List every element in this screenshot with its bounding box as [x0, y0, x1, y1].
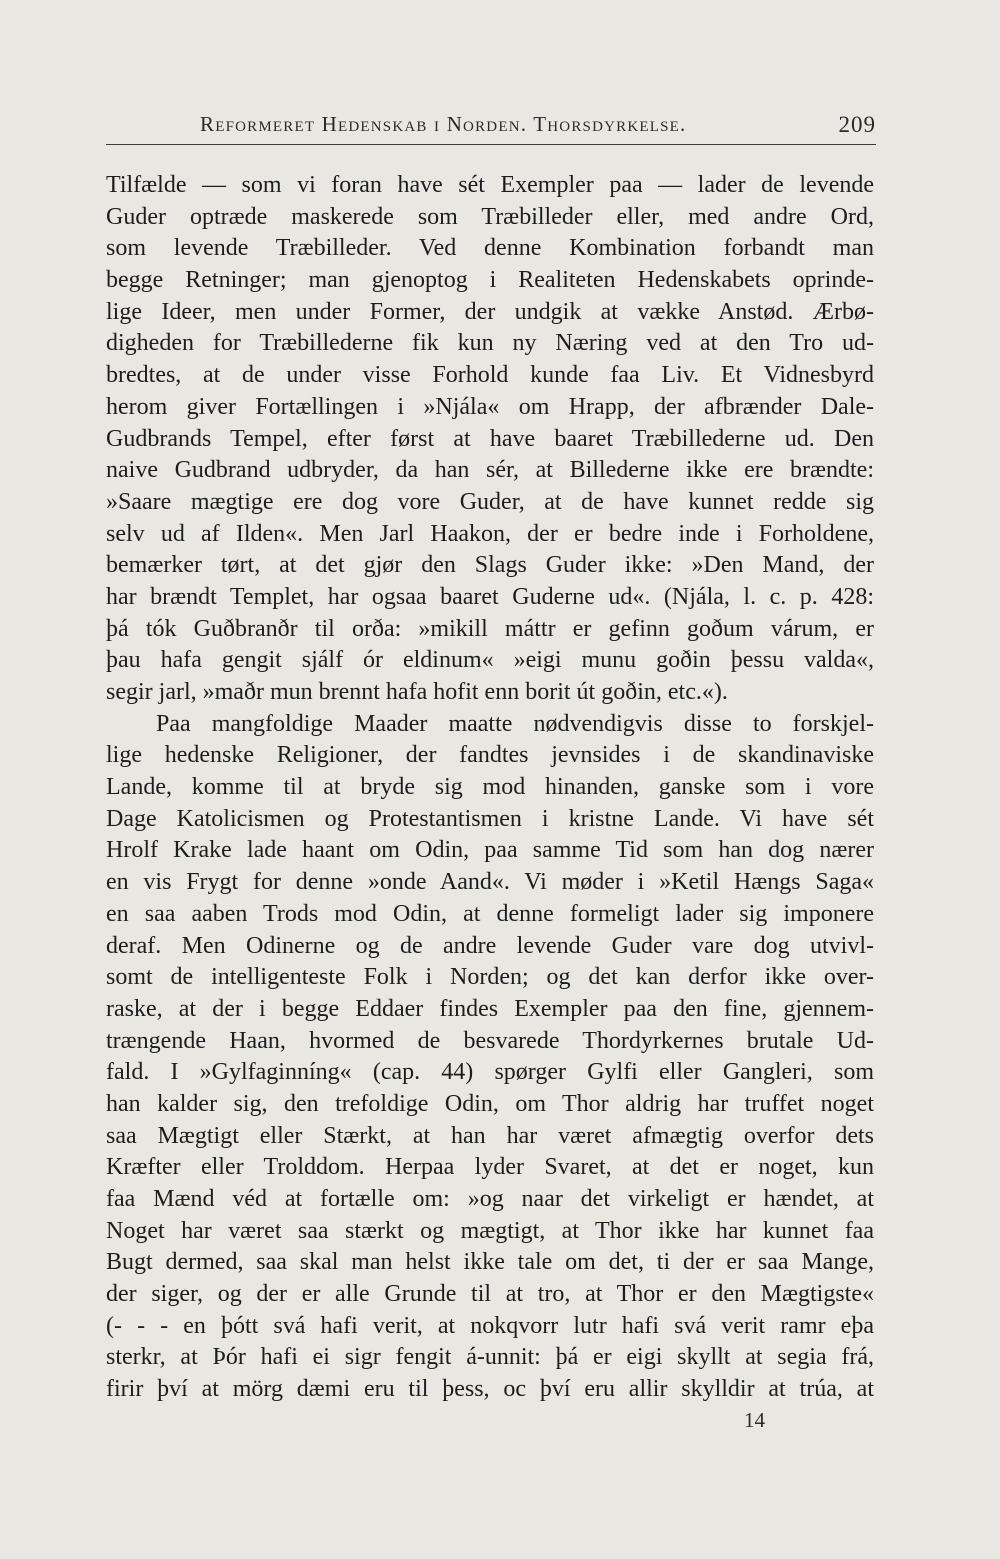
text-line: þau hafa gengit sjálf ór eldinum« »eigi munu goðin þessu valda«, — [106, 647, 874, 674]
page-number: 209 — [838, 112, 876, 137]
running-head — [106, 112, 876, 142]
text-line: digheden for Træbillederne fik kun ny Næring ved at den Tro ud- — [106, 330, 874, 357]
text-line: Gudbrands Tempel, efter først at have baaret Træbillederne ud. Den — [106, 425, 874, 452]
text-line: deraf. Men Odinerne og de andre levende Guder vare dog utvivl- — [106, 932, 874, 959]
text-line: Guder optræde maskerede som Træbilleder eller, med andre Ord, — [106, 203, 874, 230]
text-line: Kræfter eller Trolddom. Herpaa lyder Svaret, at det er noget, kun — [106, 1154, 874, 1181]
text-line: raske, at der i begge Eddaer findes Exempler paa den fine, gjennem- — [106, 995, 874, 1022]
text-line: (- - - en þótt svá hafi verit, at nokqvorr lutr hafi svá verit ramr eþa — [106, 1312, 874, 1339]
signature-mark: 14 — [744, 1408, 765, 1432]
text-line: segir jarl, »maðr mun brennt hafa hofit enn borit út goðin, etc.«). — [106, 679, 728, 705]
text-line: som levende Træbilleder. Ved denne Kombination forbandt man — [106, 235, 874, 262]
text-line: Tilfælde — som vi foran have sét Exempler paa — lader de levende — [106, 172, 874, 198]
text-line: þá tók Guðbranðr til orða: »mikill máttr er gefinn goðum várum, er — [106, 615, 874, 642]
text-line: trængende Haan, hvormed de besvarede Thordyrkernes brutale Ud- — [106, 1027, 874, 1054]
text-line: fald. I »Gylfaginníng« (cap. 44) spørger Gylfi eller Gangleri, som — [106, 1059, 874, 1086]
text-line: begge Retninger; man gjenoptog i Realiteten Hedenskabets oprinde- — [106, 267, 874, 294]
text-line: lige hedenske Religioner, der fandtes jevnsides i de skandinaviske — [106, 742, 874, 769]
text-line: der siger, og der er alle Grunde til at tro, at Thor er den Mægtigste« — [106, 1281, 874, 1308]
text-line: han kalder sig, den trefoldige Odin, om Thor aldrig har truffet noget — [106, 1090, 874, 1117]
header-rule — [106, 144, 876, 145]
text-line: Dage Katolicismen og Protestantismen i kristne Lande. Vi have sét — [106, 805, 874, 832]
text-line: selv ud af Ilden«. Men Jarl Haakon, der er bedre inde i Forholdene, — [106, 520, 874, 547]
text-line: bemærker tørt, at det gjør den Slags Guder ikke: »Den Mand, der — [106, 552, 874, 579]
text-line: firir því at mörg dæmi eru til þess, oc því eru allir skylldir at trúa, at — [106, 1376, 874, 1403]
text-line: Noget har været saa stærkt og mægtigt, at Thor ikke har kunnet faa — [106, 1217, 874, 1244]
text-line: Paa mangfoldige Maader maatte nødvendigvis disse to forskjel- — [156, 710, 874, 737]
text-line: Bugt dermed, saa skal man helst ikke tale om det, ti der er saa Mange, — [106, 1249, 874, 1276]
text-line: lige Ideer, men under Former, der undgik at vække Anstød. Ærbø- — [106, 298, 874, 325]
text-line: naive Gudbrand udbryder, da han sér, at Billederne ikke ere brændte: — [106, 457, 874, 484]
text-line: sterkr, at Þór hafi ei sigr fengit á-unnit: þá er eigi skyllt at segia frá, — [106, 1344, 874, 1371]
text-line: bredtes, at de under visse Forhold kunde faa Liv. Et Vidnesbyrd — [106, 362, 874, 389]
text-line: Lande, komme til at bryde sig mod hinanden, ganske som i vore — [106, 774, 874, 801]
text-line: har brændt Templet, har ogsaa baaret Guderne ud«. (Njála, l. c. p. 428: — [106, 583, 874, 610]
text-line: en vis Frygt for denne »onde Aand«. Vi møder i »Ketil Hængs Saga« — [106, 869, 874, 896]
body-text — [106, 170, 874, 1406]
text-line: faa Mænd véd at fortælle om: »og naar det virkeligt er hændet, at — [106, 1186, 874, 1212]
text-line: herom giver Fortællingen i »Njála« om Hrapp, der afbrænder Dale- — [106, 393, 874, 420]
text-line: Hrolf Krake lade haant om Odin, paa samme Tid som han dog nærer — [106, 837, 874, 864]
running-title: Reformeret Hedenskab i Norden. Thorsdyrkelse. — [200, 112, 687, 136]
text-line: »Saare mægtige ere dog vore Guder, at de have kunnet redde sig — [106, 488, 874, 515]
text-line: somt de intelligenteste Folk i Norden; og det kan derfor ikke over- — [106, 964, 874, 991]
text-line: en saa aaben Trods mod Odin, at denne formeligt lader sig imponere — [106, 900, 874, 927]
text-line: saa Mægtigt eller Stærkt, at han har været afmægtig overfor dets — [106, 1122, 874, 1149]
